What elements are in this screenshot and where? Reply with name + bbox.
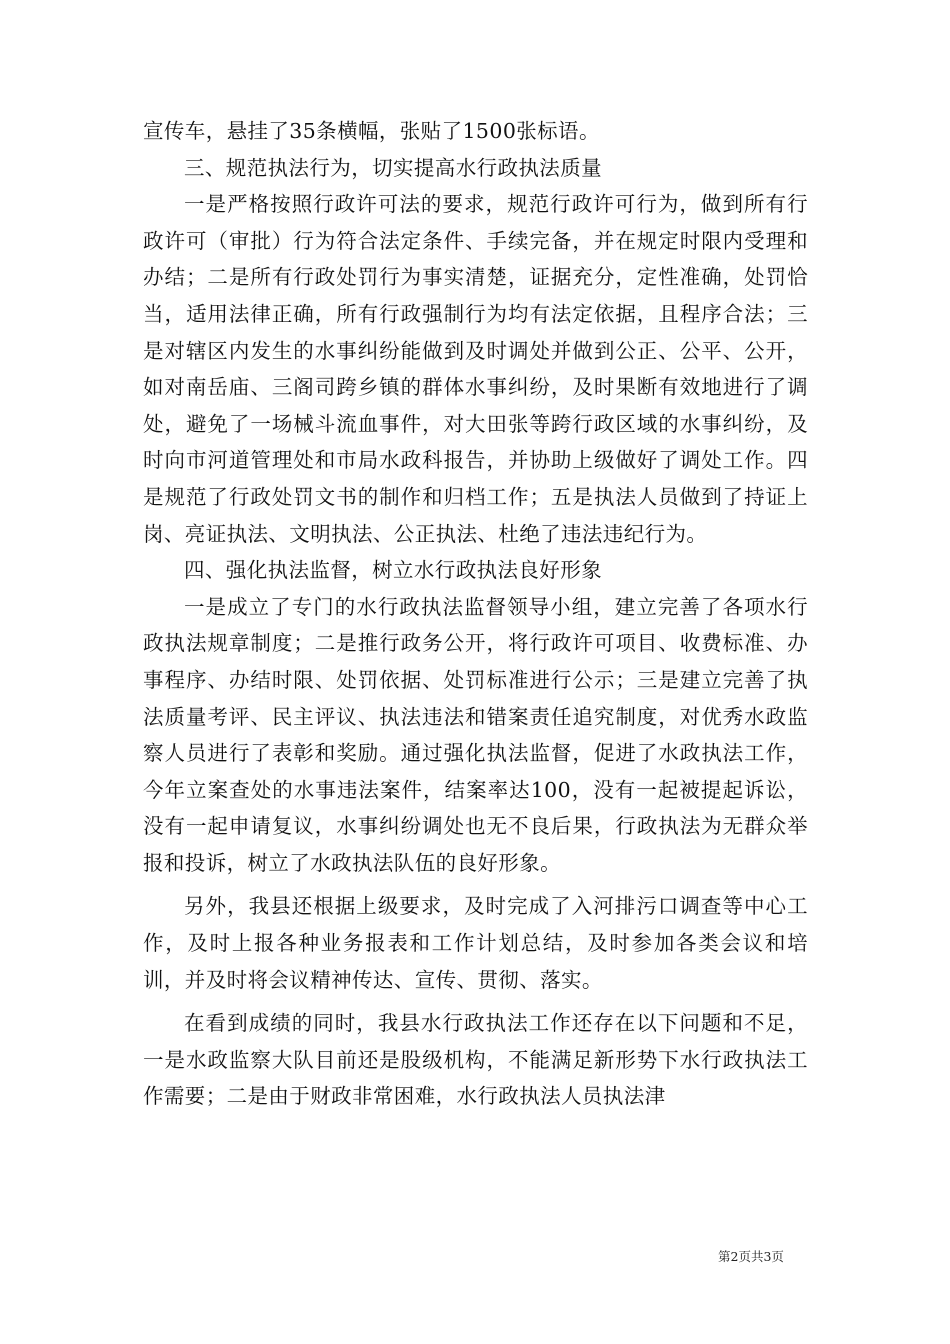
document-body — [143, 113, 808, 1115]
paragraph-continuation: 宣传车，悬挂了35条横幅，张贴了1500张标语。 — [143, 119, 600, 143]
paragraph-additional-work: 另外，我县还根据上级要求，及时完成了入河排污口调查等中心工作，及时上报各种业务报表和工作计划总结，及时参加各类会议和培训，并及时将会议精神传达、宣传、贯彻、落实。 — [143, 894, 808, 992]
paragraph-problems: 在看到成绩的同时，我县水行政执法工作还存在以下问题和不足，一是水政监察大队目前还是股级机构，不能满足新形势下水行政执法工作需要；二是由于财政非常困难，水行政执法人员执法津 — [143, 1011, 808, 1109]
section-heading-3: 三、规范执法行为，切实提高水行政执法质量 — [184, 155, 602, 180]
page-number-footer: 第2页共3页 — [718, 1249, 784, 1264]
paragraph-section-4-body: 一是成立了专门的水行政执法监督领导小组，建立完善了各项水行政执法规章制度；二是推行政务公开，将行政许可项目、收费标准、办事程序、办结时限、处罚依据、处罚标准进行公示；三是建立完善了执法质量考评、民主评议、执法违法和错案责任追究制度，对优秀水政监察人员进行了表彰和奖励。通过强化执法监督，促进了水政执法工作，今年立案查处的水事违法案件，结案率达100，没有一起被提起诉讼，没有一起申请复议，水事纠纷调处也无不良后果，行政执法为无群众举报和投诉，树立了水政执法队伍的良好形象。 — [143, 594, 808, 875]
section-heading-4: 四、强化执法监督，树立水行政执法良好形象 — [184, 558, 602, 583]
paragraph-section-3-body: 一是严格按照行政许可法的要求，规范行政许可行为，做到所有行政许可（审批）行为符合法定条件、手续完备，并在规定时限内受理和办结；二是所有行政处罚行为事实清楚，证据充分，定性准确，处罚恰当，适用法律正确，所有行政强制行为均有法定依据，且程序合法；三是对辖区内发生的水事纠纷能做到及时调处并做到公正、公平、公开，如对南岳庙、三阁司跨乡镇的群体水事纠纷，及时果断有效地进行了调处，避免了一场械斗流血事件，对大田张等跨行政区域的水事纠纷，及时向市河道管理处和市局水政科报告，并协助上级做好了调处工作。四是规范了行政处罚文书的制作和归档工作；五是执法人员做到了持证上岗、亮证执法、文明执法、公正执法、杜绝了违法违纪行为。 — [143, 192, 808, 546]
